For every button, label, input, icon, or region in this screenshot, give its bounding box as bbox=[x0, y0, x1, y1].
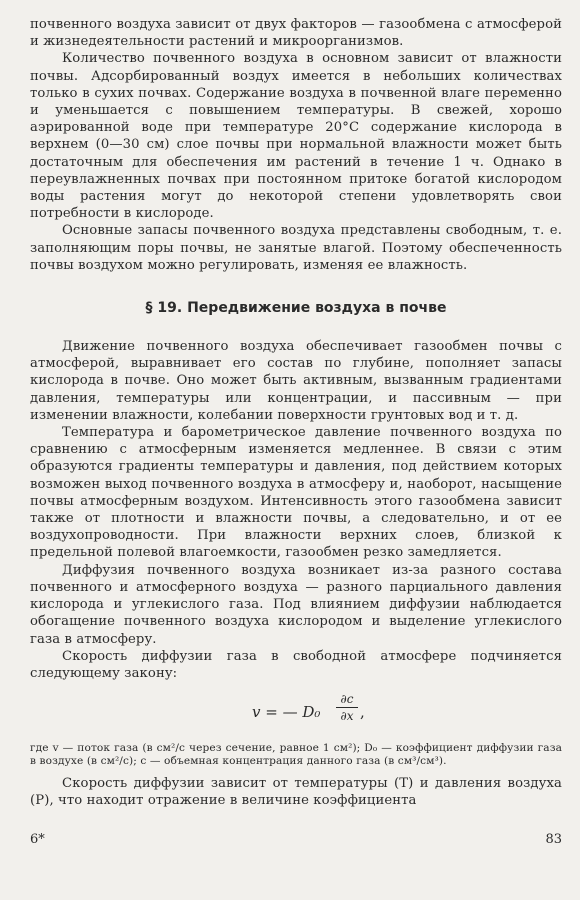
formula-fraction bbox=[336, 692, 358, 723]
paragraph-air-quantity: Количество почвенного воздуха в основном зависит от влажности почвы. Адсорбированный воздух имеется в небольших количествах только в сухих почвах. Содержание воздуха в почвенной влаге переменно и уменьшается с повышением температуры. В свежей, хорошо аэрированной воде при температуре 20°С содержание кислорода в верхнем (0—30 см) слое почвы при нормальной влажности может быть достаточным для обеспечения им растений в течение 1 ч. Однако в переувлажненных почвах при постоянном притоке богатой кислородом воды растения могут до некоторой степени удовлетворять свои потребности в кислороде. bbox=[30, 51, 562, 222]
paragraph-air-movement: Движение почвенного воздуха обеспечивает газообмен почвы с атмосферой, выравнивает его состав по глубине, пополняет запасы кислорода в почве. Оно может быть активным, вызванным градиентами давления, температуры или концентрации, и пассивным — при изменении влажности, колебании поверхности грунтовых вод и т. д. bbox=[30, 339, 562, 423]
page-number: 83 bbox=[545, 832, 562, 847]
paragraph-diffusion: Диффузия почвенного воздуха возникает из-за разного состава почвенного и атмосферного воздуха — разного парциального давления кислорода и углекислого газа. Под влиянием диффузии наблюдается обогащение почвенного воздуха кислородом и выделение углекислого газа в атмосферу. bbox=[30, 562, 562, 647]
formula-denominator: ∂x bbox=[340, 709, 354, 724]
paragraph-diffusion-law: Скорость диффузии газа в свободной атмосфере подчиняется следующему закону: bbox=[30, 648, 562, 681]
formula-explanation: где v — поток газа (в см²/с через сечение, равное 1 см²); D₀ — коэффициент диффузии газа в воздухе (в см²/с); c — объемная концентрация данного газа (в см³/см³). bbox=[30, 742, 562, 768]
diffusion-formula bbox=[30, 690, 562, 736]
paragraph-temperature-pressure: Температура и барометрическое давление почвенного воздуха по сравнению с атмосферным изменяется медленнее. В связи с этим образуются градиенты температуры и давления, под действием которых возможен выход почвенного воздуха в атмосферу и, наоборот, насыщение почвы атмосферным воздухом. Интенсивность этого газообмена зависит также от плотности и влажности почвы, а следовательно, и от ее воздухопроводности. При влажности верхних слоев, близкой к предельной полевой влагоемкости, газообмен резко замедляется. bbox=[30, 425, 562, 561]
paragraph-continuation: почвенного воздуха зависит от двух факторов — газообмена с атмосферой и жизнедеятельности растений и микроорганизмов. bbox=[30, 17, 562, 50]
formula-numerator: ∂c bbox=[336, 692, 358, 708]
paragraph-diffusion-speed: Скорость диффузии зависит от температуры (T) и давления воздуха (P), что находит отражение в величине коэффициента bbox=[30, 775, 562, 808]
paragraph-air-reserves: Основные запасы почвенного воздуха представлены свободным, т. е. заполняющим поры почвы, не занятые влагой. Поэтому обеспеченность почвы воздухом можно регулировать, изменяя ее влажность. bbox=[30, 223, 562, 273]
signature-mark: 6* bbox=[30, 832, 45, 847]
formula-lhs: v = — D₀ bbox=[252, 703, 321, 722]
formula-comma: , bbox=[360, 703, 365, 722]
section-heading: § 19. Передвижение воздуха в почве bbox=[145, 300, 447, 317]
